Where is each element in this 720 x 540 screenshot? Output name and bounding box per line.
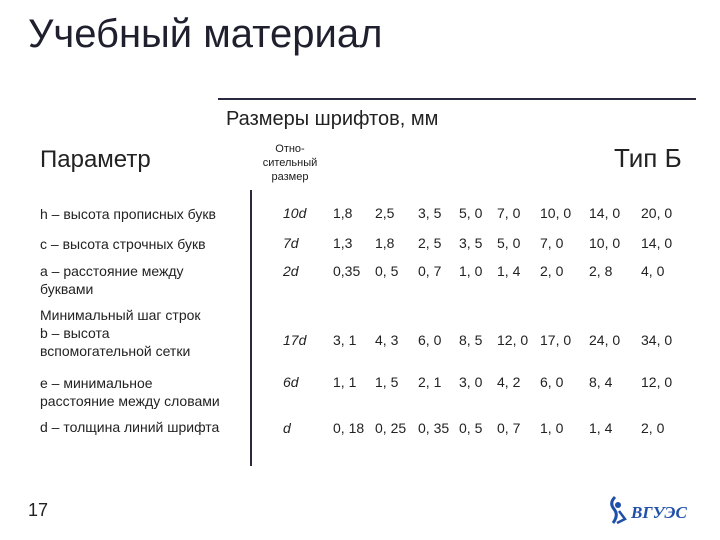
logo-mark-icon — [612, 497, 625, 523]
table-cell: 1, 1 — [333, 374, 357, 390]
table-cell: 34, 0 — [641, 332, 673, 348]
table-cell: 8, 5 — [459, 332, 483, 348]
table-cell: 10, 0 — [589, 235, 621, 251]
table-cell: 1,8 — [375, 235, 395, 251]
row-label — [40, 418, 219, 436]
page-number: 17 — [28, 500, 49, 520]
table-cell: 1, 0 — [459, 263, 483, 279]
table-cell: 0, 7 — [418, 263, 442, 279]
table-cell: 1,8 — [333, 205, 353, 221]
row-label-line: вспомогательной сетки — [40, 343, 191, 359]
header-line: Отно- — [275, 143, 305, 155]
university-logo — [605, 493, 697, 529]
row-relative-size: 17d — [283, 332, 307, 348]
row-label — [40, 205, 216, 223]
table-cell: 0,35 — [333, 263, 361, 279]
slide-title: Учебный материал — [28, 12, 383, 56]
logo-wordmark: ВГУЭС — [631, 503, 687, 522]
table-cell: 2, 0 — [540, 263, 564, 279]
table-cell: 1,3 — [333, 235, 353, 251]
table-cell: 7, 0 — [540, 235, 564, 251]
row-relative-size: 6d — [283, 374, 299, 390]
table-cell: 12, 0 — [497, 332, 529, 348]
relative-size-column-header — [256, 142, 324, 184]
row-label-line: a – расстояние между — [40, 263, 184, 279]
table-cell: 3, 5 — [418, 205, 442, 221]
row-label — [40, 306, 201, 360]
row-label — [40, 235, 206, 253]
row-label-line: расстояние между словами — [40, 393, 220, 409]
title-divider — [218, 98, 696, 100]
row-relative-size: 2d — [283, 263, 299, 279]
table-cell: 2, 8 — [589, 263, 613, 279]
table-cell: 14, 0 — [589, 205, 621, 221]
table-cell: 14, 0 — [641, 235, 673, 251]
table-cell: 0, 35 — [418, 420, 450, 436]
row-label-line: c – высота строчных букв — [40, 236, 206, 252]
parameter-column-header: Параметр — [40, 146, 151, 173]
table-cell: 5, 0 — [497, 235, 521, 251]
table-caption: Размеры шрифтов, мм — [226, 108, 439, 130]
table-cell: 2, 5 — [418, 235, 442, 251]
table-cell: 2, 0 — [641, 420, 665, 436]
table-cell: 3, 1 — [333, 332, 357, 348]
table-cell: 12, 0 — [641, 374, 673, 390]
table-cell: 5, 0 — [459, 205, 483, 221]
table-cell: 17, 0 — [540, 332, 572, 348]
row-label-line: Минимальный шаг строк — [40, 307, 201, 323]
table-cell: 3, 0 — [459, 374, 483, 390]
row-label — [40, 374, 220, 410]
type-b-column-header: Тип Б — [614, 143, 682, 173]
table-cell: 0, 7 — [497, 420, 521, 436]
row-label-line: e – минимальное — [40, 375, 153, 391]
row-label-line: b – высота — [40, 325, 110, 341]
table-cell: 2,5 — [375, 205, 395, 221]
table-cell: 10, 0 — [540, 205, 572, 221]
column-divider — [250, 190, 252, 466]
row-relative-size: d — [283, 420, 291, 436]
table-cell: 3, 5 — [459, 235, 483, 251]
row-label-line: d – толщина линий шрифта — [40, 419, 220, 435]
table-cell: 24, 0 — [589, 332, 621, 348]
header-line: размер — [271, 171, 309, 183]
table-cell: 1, 0 — [540, 420, 564, 436]
row-label-line: h – высота прописных букв — [40, 206, 216, 222]
table-cell: 4, 0 — [641, 263, 665, 279]
table-cell: 0, 25 — [375, 420, 407, 436]
row-relative-size: 7d — [283, 235, 299, 251]
table-cell: 0, 18 — [333, 420, 365, 436]
table-cell: 6, 0 — [418, 332, 442, 348]
row-label — [40, 262, 184, 298]
table-cell: 2, 1 — [418, 374, 442, 390]
table-cell: 1, 4 — [589, 420, 613, 436]
table-cell: 0, 5 — [375, 263, 399, 279]
table-cell: 0, 5 — [459, 420, 483, 436]
table-cell: 4, 2 — [497, 374, 521, 390]
table-cell: 4, 3 — [375, 332, 399, 348]
table-cell: 20, 0 — [641, 205, 673, 221]
table-cell: 1, 5 — [375, 374, 399, 390]
row-label-line: буквами — [40, 281, 94, 297]
table-cell: 6, 0 — [540, 374, 564, 390]
table-cell: 1, 4 — [497, 263, 521, 279]
row-relative-size: 10d — [283, 205, 307, 221]
table-cell: 8, 4 — [589, 374, 613, 390]
header-line: сительный — [262, 157, 318, 169]
table-cell: 7, 0 — [497, 205, 521, 221]
